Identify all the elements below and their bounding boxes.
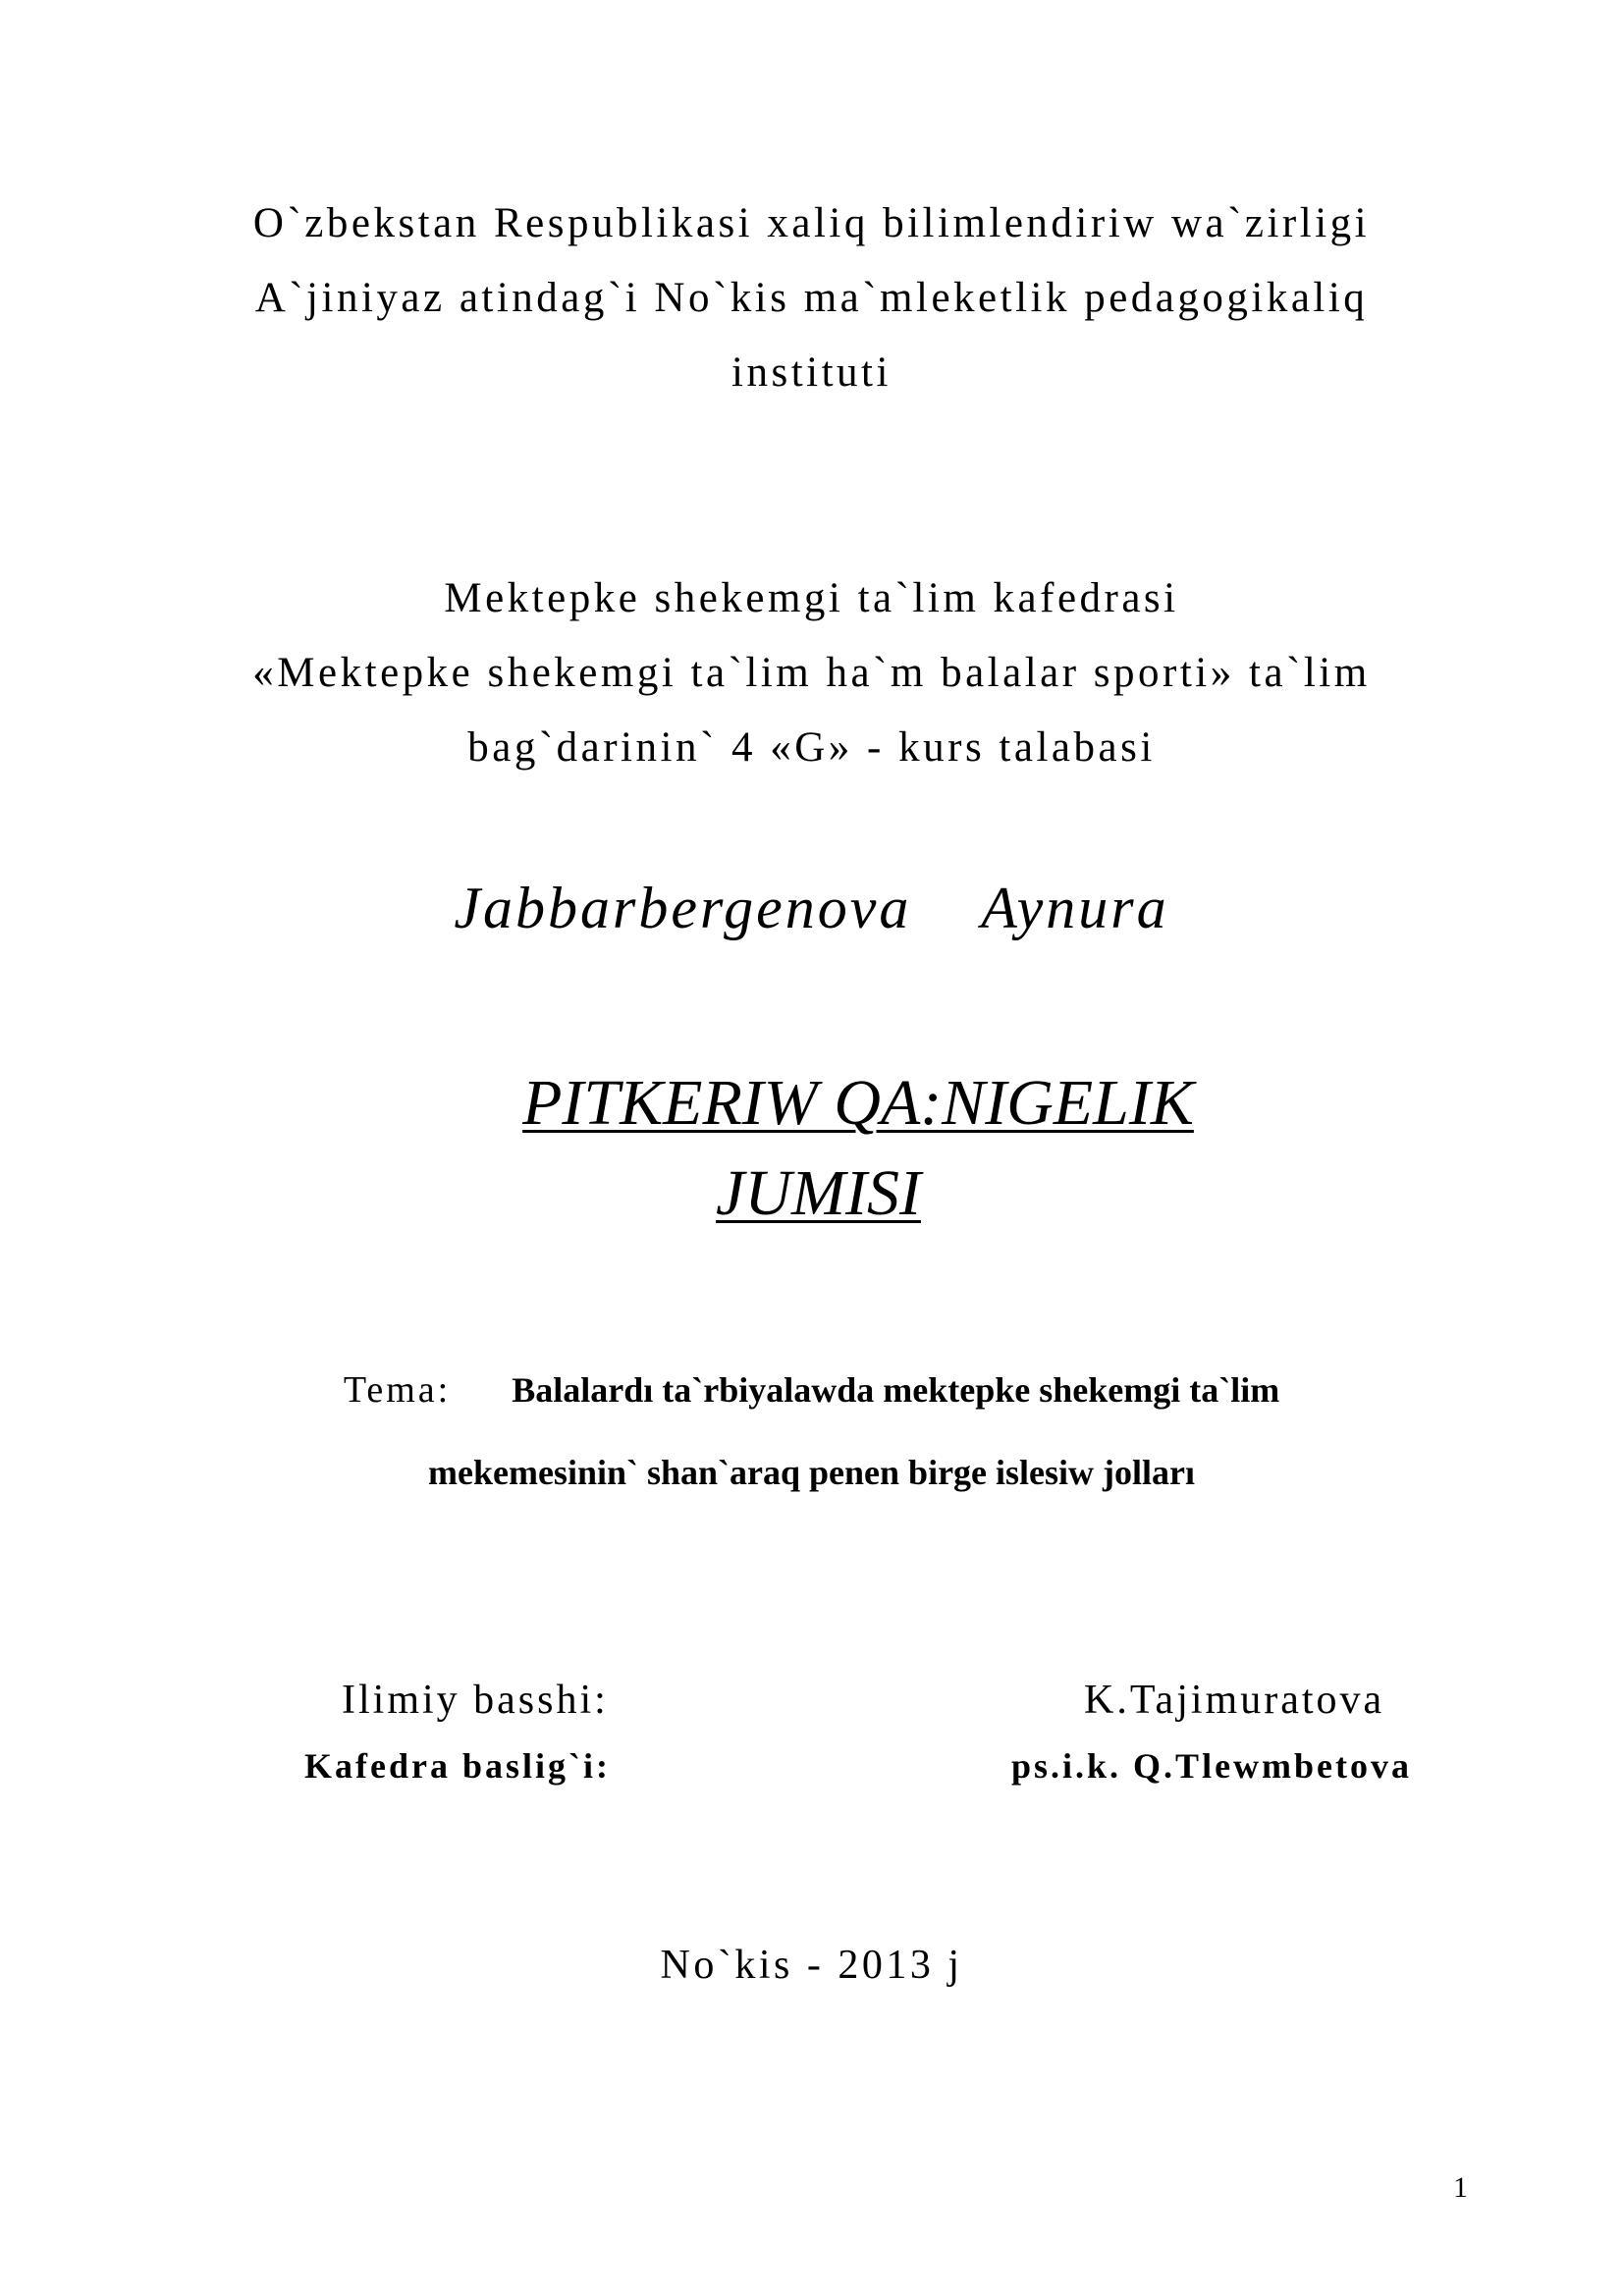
ministry-line: O`zbekstan Respublikasi xaliq bilimlendiriw wa`zirligi: [252, 200, 1371, 246]
institute-line-continued: instituti: [731, 349, 892, 396]
student-name: Jabbarbergenova Aynura: [454, 876, 1169, 940]
topic-text-line-2: mekemesinin` shan`araq penen birge islesiw jolları: [428, 1453, 1195, 1492]
title-line-2: JUMISI: [716, 1157, 921, 1229]
topic-text-line-1: Balalardı ta`rbiyalawda mektepke shekemgi ta`lim: [512, 1370, 1280, 1410]
page-number: 1: [1453, 2171, 1468, 2204]
topic-block: [0, 1353, 1623, 1510]
program-line: «Mektepke shekemgi ta`lim ha`m balalar sporti» ta`lim: [252, 650, 1371, 696]
department-name: Mektepke shekemgi ta`lim kafedrasi: [444, 575, 1179, 621]
document-title: [0, 1058, 1623, 1239]
course-line: bag`darinin` 4 «G» - kurs talabasi: [467, 724, 1156, 771]
topic-label: Tema:: [343, 1369, 452, 1411]
department-head-name: ps.i.k. Q.Tlewmbetova: [1011, 1746, 1413, 1786]
advisor-label: Ilimiy basshi:: [342, 1678, 609, 1723]
department-head-label: Kafedra baslig`i:: [304, 1746, 611, 1786]
institution-header: [0, 187, 1623, 410]
place-and-year: No`kis - 2013 j: [660, 1943, 963, 1988]
title-line-1: PITKERIW QA:NIGELIK: [522, 1067, 1194, 1139]
advisor-name: K.Tajimuratova: [1084, 1678, 1385, 1723]
department-block: [0, 561, 1623, 785]
institute-line: A`jiniyaz atindag`i No`kis ma`mleketlik pedagogikaliq: [254, 275, 1369, 321]
